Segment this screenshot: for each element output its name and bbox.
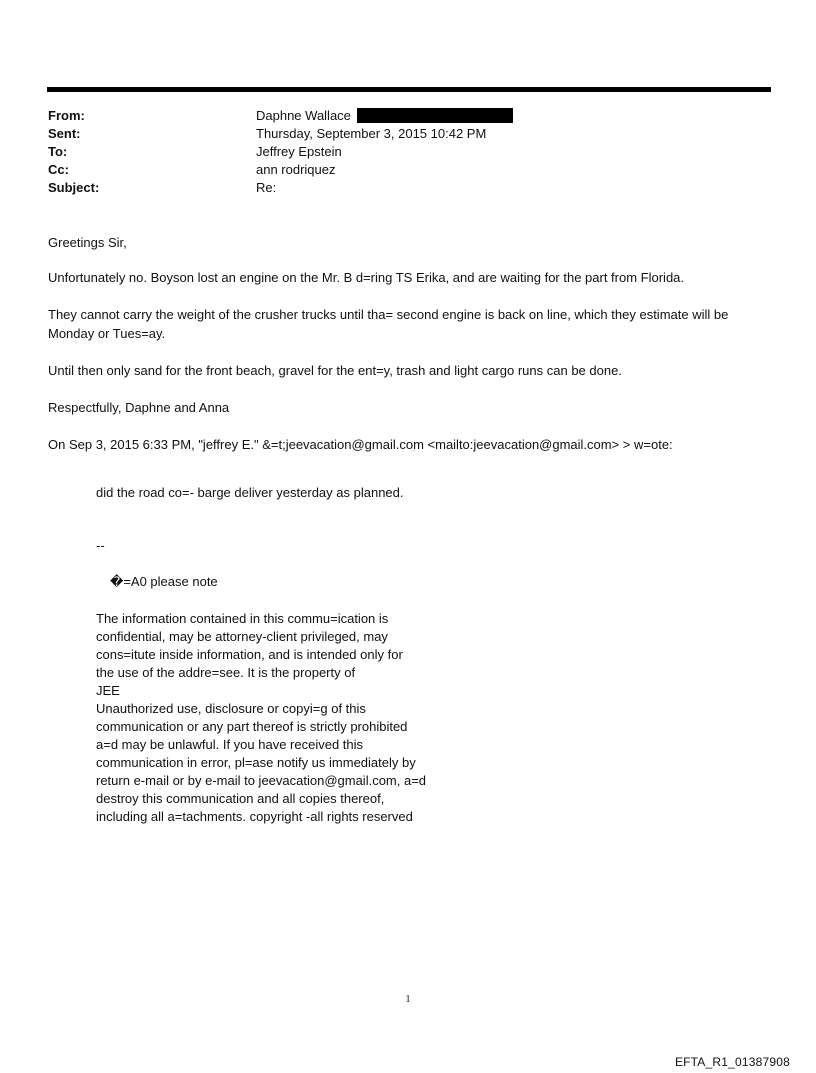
disclaimer-line: including all a=tachments. copyright -all rights reserved <box>96 809 413 824</box>
from-row <box>48 107 768 125</box>
subject-row <box>48 179 768 197</box>
to-row <box>48 143 768 161</box>
confidentiality-disclaimer <box>96 610 456 826</box>
greeting: Greetings Sir, <box>48 235 127 250</box>
disclaimer-line: Unauthorized use, disclosure or copyi=g of this <box>96 701 366 716</box>
sender-name: Daphne Wallace <box>256 108 351 123</box>
from-label: From: <box>48 108 85 123</box>
cc-row <box>48 161 768 179</box>
disclaimer-line: confidential, may be attorney-client privileged, may <box>96 629 388 644</box>
disclaimer-line: communication or any part thereof is strictly prohibited <box>96 719 408 734</box>
subject-value: Re: <box>256 180 277 195</box>
quoted-message <box>96 484 496 502</box>
page-number: 1 <box>405 994 411 1005</box>
disclaimer-line: The information contained in this commu=ication is <box>96 611 389 626</box>
from-value <box>256 107 768 125</box>
disclaimer-line: the use of the addre=see. It is the property of <box>96 665 356 680</box>
redaction-bar <box>357 108 513 123</box>
sent-row <box>48 125 768 143</box>
signature-separator: -- <box>96 538 105 553</box>
header-divider <box>47 87 771 92</box>
body-paragraph-2: They cannot carry the weight of the crusher trucks until tha= second engine is back on line, which they estimate will be Monday or Tues=ay. <box>48 307 729 341</box>
disclaimer-line: a=d may be unlawful. If you have received this <box>96 737 364 752</box>
disclaimer-line: communication in error, pl=ase notify us immediately by <box>96 755 416 770</box>
to-label: To: <box>48 144 68 159</box>
email-header <box>48 107 768 197</box>
body-paragraph-1: Unfortunately no. Boyson lost an engine on the Mr. B d=ring TS Erika, and are waiting for the part from Florida. <box>48 270 685 285</box>
disclaimer-line: return e-mail or by e-mail to jeevacation@gmail.com, a=d <box>96 773 427 788</box>
reply-header: On Sep 3, 2015 6:33 PM, "jeffrey E." &=t;jeevacation@gmail.com <mailto:jeevacation@gmail.com> > w=ote: <box>48 437 673 452</box>
cc-value: ann rodriquez <box>256 162 336 177</box>
quoted-text: did the road co=- barge deliver yesterday as planned. <box>96 485 404 500</box>
signature: Respectfully, Daphne and Anna <box>48 400 230 415</box>
sent-value: Thursday, September 3, 2015 10:42 PM <box>256 126 487 141</box>
disclaimer-line: destroy this communication and all copies thereof, <box>96 791 385 806</box>
document-id: EFTA_R1_01387908 <box>674 1055 790 1069</box>
body-paragraph-3: Until then only sand for the front beach, gravel for the ent=y, trash and light cargo runs can be done. <box>48 363 622 378</box>
email-body <box>48 233 770 454</box>
disclaimer-line: cons=itute inside information, and is intended only for <box>96 647 403 662</box>
disclaimer-line: JEE <box>96 683 120 698</box>
please-note-line: �=A0 please note <box>110 574 218 589</box>
sent-label: Sent: <box>48 126 81 141</box>
to-value: Jeffrey Epstein <box>256 144 342 159</box>
cc-label: Cc: <box>48 162 69 177</box>
subject-label: Subject: <box>48 180 100 195</box>
